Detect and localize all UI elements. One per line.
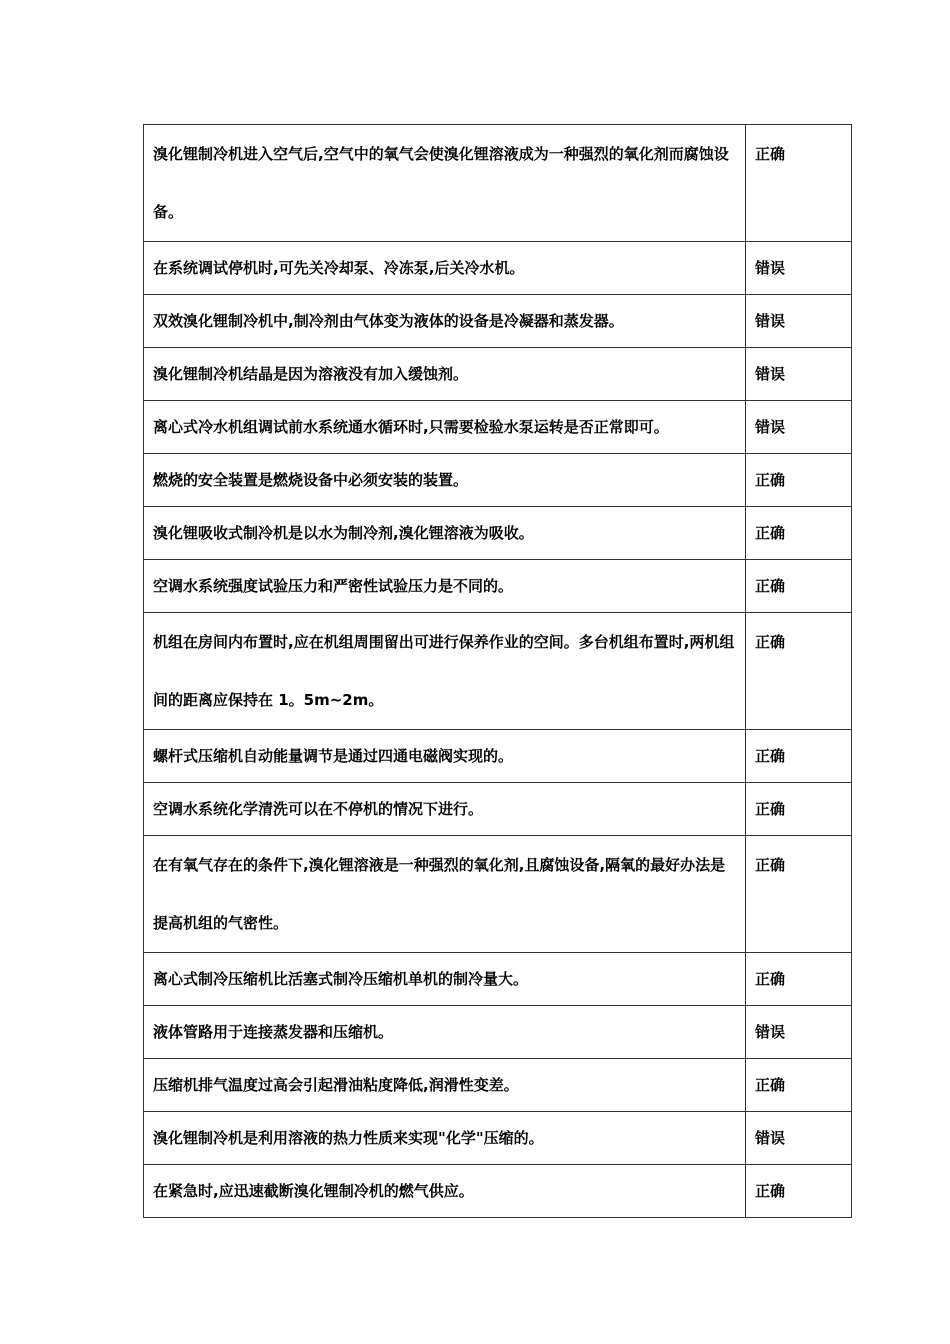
table-row bbox=[144, 1112, 852, 1165]
table-row bbox=[144, 507, 852, 560]
table-row bbox=[144, 1165, 852, 1218]
table-row bbox=[144, 836, 852, 953]
table-row bbox=[144, 1006, 852, 1059]
table-row bbox=[144, 560, 852, 613]
statement-cell: 离心式冷水机组调试前水系统通水循环时,只需要检验水泵运转是否正常即可。 bbox=[144, 401, 746, 454]
answer-cell: 正确 bbox=[746, 125, 852, 242]
answer-cell: 错误 bbox=[746, 295, 852, 348]
statement-cell: 压缩机排气温度过高会引起滑油粘度降低,润滑性变差。 bbox=[144, 1059, 746, 1112]
statement-cell: 空调水系统化学清洗可以在不停机的情况下进行。 bbox=[144, 783, 746, 836]
answer-cell: 正确 bbox=[746, 730, 852, 783]
answer-cell: 正确 bbox=[746, 507, 852, 560]
table-row bbox=[144, 730, 852, 783]
answer-cell: 错误 bbox=[746, 1006, 852, 1059]
answer-cell: 正确 bbox=[746, 613, 852, 730]
table-row bbox=[144, 401, 852, 454]
answer-cell: 错误 bbox=[746, 348, 852, 401]
table-row bbox=[144, 242, 852, 295]
statement-cell: 液体管路用于连接蒸发器和压缩机。 bbox=[144, 1006, 746, 1059]
answer-cell: 正确 bbox=[746, 783, 852, 836]
answer-cell: 错误 bbox=[746, 401, 852, 454]
answer-cell: 正确 bbox=[746, 1165, 852, 1218]
statement-cell: 燃烧的安全装置是燃烧设备中必须安装的装置。 bbox=[144, 454, 746, 507]
statement-cell: 溴化锂制冷机是利用溶液的热力性质来实现"化学"压缩的。 bbox=[144, 1112, 746, 1165]
table-row bbox=[144, 295, 852, 348]
answer-cell: 错误 bbox=[746, 1112, 852, 1165]
answer-cell: 正确 bbox=[746, 454, 852, 507]
answer-cell: 错误 bbox=[746, 242, 852, 295]
answer-cell: 正确 bbox=[746, 1059, 852, 1112]
statement-cell: 离心式制冷压缩机比活塞式制冷压缩机单机的制冷量大。 bbox=[144, 953, 746, 1006]
statement-cell: 在系统调试停机时,可先关冷却泵、冷冻泵,后关冷水机。 bbox=[144, 242, 746, 295]
statement-cell: 溴化锂制冷机进入空气后,空气中的氧气会使溴化锂溶液成为一种强烈的氧化剂而腐蚀设备。 bbox=[144, 125, 746, 242]
statement-cell: 溴化锂制冷机结晶是因为溶液没有加入缓蚀剂。 bbox=[144, 348, 746, 401]
answer-cell: 正确 bbox=[746, 836, 852, 953]
statement-cell: 在有氧气存在的条件下,溴化锂溶液是一种强烈的氧化剂,且腐蚀设备,隔氧的最好办法是提高机组的气密性。 bbox=[144, 836, 746, 953]
table-row bbox=[144, 613, 852, 730]
statement-cell: 机组在房间内布置时,应在机组周围留出可进行保养作业的空间。多台机组布置时,两机组间的距离应保持在 1。5m~2m。 bbox=[144, 613, 746, 730]
statement-cell: 空调水系统强度试验压力和严密性试验压力是不同的。 bbox=[144, 560, 746, 613]
table-row bbox=[144, 953, 852, 1006]
table-row bbox=[144, 1059, 852, 1112]
statement-cell: 溴化锂吸收式制冷机是以水为制冷剂,溴化锂溶液为吸收。 bbox=[144, 507, 746, 560]
table-row bbox=[144, 348, 852, 401]
table-row bbox=[144, 783, 852, 836]
true-false-table bbox=[143, 124, 852, 1218]
answer-cell: 正确 bbox=[746, 560, 852, 613]
table-row bbox=[144, 125, 852, 242]
table-row bbox=[144, 454, 852, 507]
statement-cell: 在紧急时,应迅速截断溴化锂制冷机的燃气供应。 bbox=[144, 1165, 746, 1218]
statement-cell: 双效溴化锂制冷机中,制冷剂由气体变为液体的设备是冷凝器和蒸发器。 bbox=[144, 295, 746, 348]
statement-cell: 螺杆式压缩机自动能量调节是通过四通电磁阀实现的。 bbox=[144, 730, 746, 783]
answer-cell: 正确 bbox=[746, 953, 852, 1006]
